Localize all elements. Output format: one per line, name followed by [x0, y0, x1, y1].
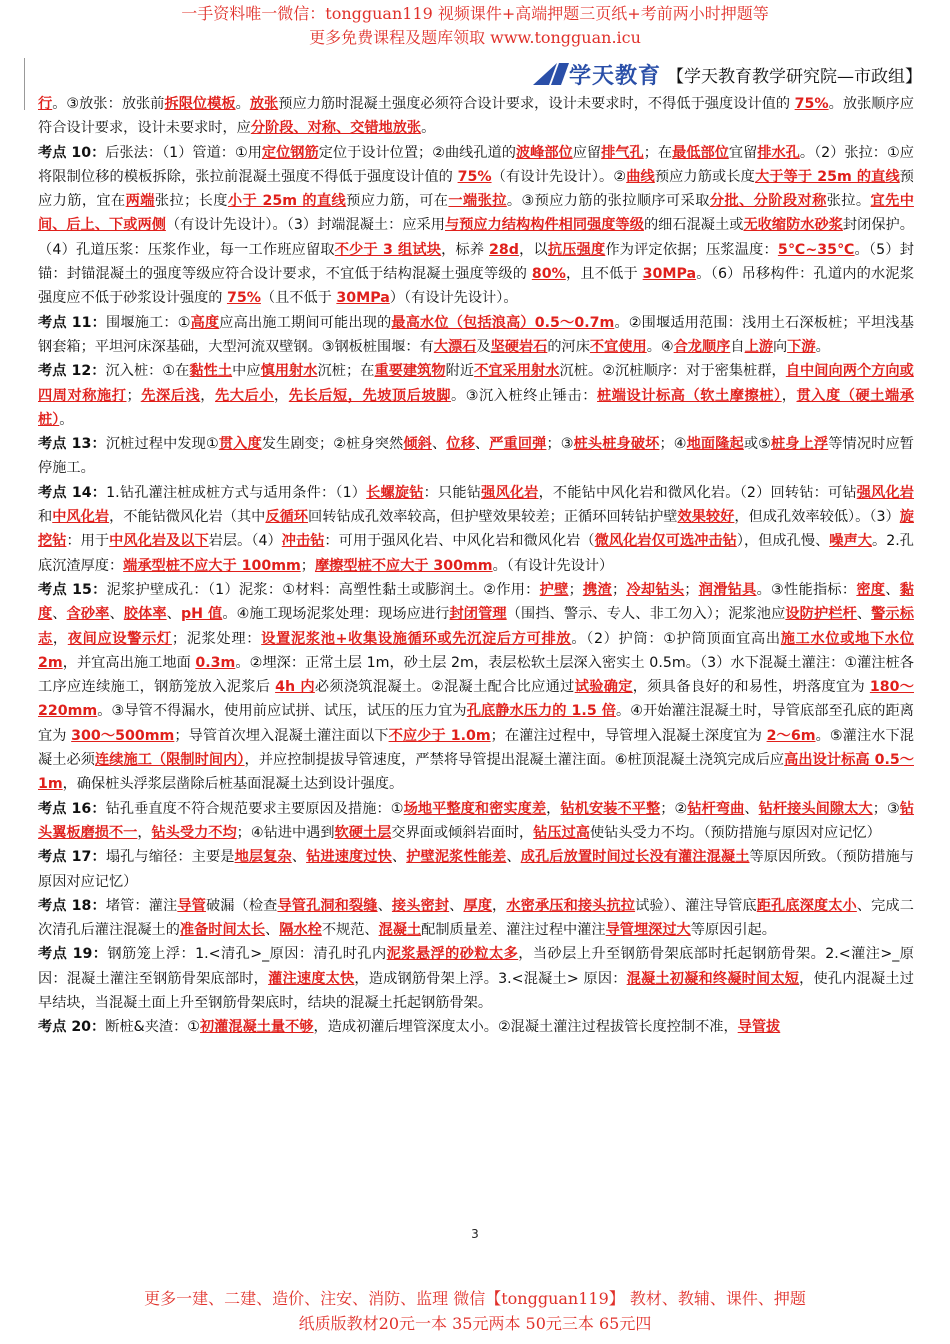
highlight-text: 护壁泥浆性能差 — [406, 849, 507, 866]
highlight-text: 排水孔 — [757, 144, 800, 161]
body-text: 钢筋笼上浮：1.<清孔>_原因：清孔时孔内 — [107, 946, 387, 963]
highlight-text: 曲线 — [626, 168, 655, 185]
body-text: ，造成初灌后埋管深度太小。②混凝土灌注过程拔管长度控制不准， — [313, 1019, 738, 1036]
highlight-text: 与预应力结构构件相同强度等级 — [444, 217, 644, 234]
body-text: 预应力筋时混凝土强度必须符合设计要求，设计未要求时，不得低于强度设计值的 — [278, 96, 795, 112]
body-text: 不规范、 — [321, 922, 379, 939]
topic-label: 考点 14： — [38, 484, 107, 501]
body-text: 张拉；长度 — [154, 193, 228, 210]
highlight-text: 波峰部位 — [515, 144, 573, 161]
body-text: 、 — [291, 849, 307, 866]
topic-label: 考点 20： — [38, 1019, 106, 1036]
highlight-text: 施工水位或地下水位 2m — [38, 630, 914, 671]
highlight-text: 噪声大 — [829, 533, 872, 550]
highlight-text: 警示标志 — [38, 606, 914, 647]
paragraph — [38, 432, 914, 481]
body-text: 围堰施工：① — [106, 314, 191, 331]
highlight-text: 28d — [489, 241, 519, 258]
highlight-text: 护壁 — [539, 581, 569, 598]
highlight-text: 钻头受力不均 — [151, 824, 237, 841]
body-text: 。④开始灌注混凝土时，导管底部至孔底的距离宜为 — [38, 703, 914, 744]
body-text: ：只能钻 — [423, 484, 482, 501]
highlight-text: 75% — [457, 168, 492, 185]
body-text: 。（有设计先设计） — [492, 557, 614, 574]
body-text: 、 — [265, 922, 280, 939]
body-text: ， — [492, 897, 507, 914]
body-text: 的河床 — [547, 338, 590, 355]
body-text: ； — [611, 581, 627, 598]
paragraph — [38, 311, 914, 360]
body-text: ，确保桩头浮浆层凿除后桩基面混凝土达到设计强度。 — [62, 776, 404, 793]
highlight-text: 黏度 — [38, 581, 914, 623]
body-text: 。 — [421, 120, 436, 137]
paragraph — [38, 578, 914, 797]
highlight-text: 下游 — [787, 338, 816, 355]
body-text: 封闭保护。（4）孔道压浆：压浆作业，每一工作班应留取 — [38, 217, 914, 258]
highlight-text: 强风化岩 — [856, 484, 914, 501]
body-text: 必须浇筑混凝土。②混凝土配合比应通过 — [314, 679, 575, 696]
highlight-text: 携渣 — [582, 581, 612, 598]
body-text: ；③ — [546, 436, 574, 453]
body-text: 宜留 — [728, 144, 758, 161]
banner-line-1: 一手资料唯一微信：tongguan119 视频课件+高端押题三页纸+考前两小时押题等 — [181, 4, 769, 23]
highlight-text: 夜间应设警示灯 — [67, 630, 172, 647]
highlight-text: 不宜使用 — [589, 338, 647, 355]
body-text: 回转钻成孔效率较高，但护壁效果较差；正循环回转钻护壁 — [308, 509, 678, 526]
highlight-text: 位移 — [446, 436, 475, 453]
highlight-text: 大于等于 25m 的直线 — [754, 168, 900, 185]
body-text: ； — [300, 557, 315, 574]
highlight-text: 慎用射水 — [260, 363, 318, 380]
highlight-text: 试验确定 — [574, 679, 633, 696]
body-text: 、 — [109, 606, 124, 623]
highlight-text: 无收缩防水砂浆 — [743, 217, 843, 234]
highlight-text: 75% — [226, 290, 261, 307]
highlight-text: 桩端设计标高（软土摩擦桩） — [597, 387, 782, 404]
body-text: 的细石混凝土或 — [643, 217, 744, 234]
body-text: 使钻头受力不均。（预防措施与原因对应记忆） — [589, 824, 881, 841]
body-text: （有设计先设计）。（3）封端混凝土：应采用 — [165, 217, 445, 234]
body-text: ：可用于强风化岩、中风化岩和微风化岩（ — [324, 533, 595, 550]
body-text: ， — [52, 630, 68, 647]
highlight-text: 行 — [38, 96, 53, 112]
paragraph — [38, 797, 914, 846]
highlight-text: 5℃~35℃ — [777, 241, 855, 258]
highlight-text: 地面隆起 — [686, 436, 744, 453]
body-text: ；④钻进中遇到 — [236, 824, 335, 841]
highlight-text: 中风化岩及以下 — [109, 533, 209, 550]
logo-text: 学天教育 — [568, 63, 661, 89]
body-text: 、 — [449, 897, 464, 914]
body-text: 。③沉入桩终止锤击： — [451, 387, 598, 404]
highlight-text: 混凝土初凝和终凝时间太短 — [626, 970, 800, 987]
body-text: ；③ — [872, 800, 900, 817]
body-text: 。③放张：放张前 — [52, 96, 165, 112]
body-text: 。（2）护筒：①护筒顶面宜高出 — [571, 630, 781, 647]
highlight-text: 封闭管理 — [449, 606, 507, 623]
body-text: 。（5）封锚：封锚混凝土的强度等级应符合设计要求，不宜低于结构混凝土强度等级的 — [38, 241, 914, 283]
highlight-text: 黏性土 — [189, 363, 233, 380]
highlight-text: 贯入度 — [218, 436, 262, 453]
body-text: ，不能钻微风化岩（其中 — [109, 509, 266, 526]
body-text: 、 — [377, 897, 392, 914]
body-text: 及 — [476, 338, 491, 355]
body-text: ，并应控制提拔导管速度，严禁将导管提出混凝土灌注面。⑥桩顶混凝土浇筑完成后应 — [244, 752, 785, 769]
body-text: 等原因所致。（预防措施与原因对应记忆） — [38, 849, 914, 890]
body-text: 堵管：灌注 — [105, 897, 178, 914]
highlight-text: 端承型桩不应大于 100mm — [123, 557, 301, 574]
body-text: （有设计先设计）。② — [491, 168, 627, 185]
body-text: 。③性能指标： — [756, 581, 857, 598]
paragraph — [38, 1015, 914, 1039]
highlight-text: 钻杆接头间隙太大 — [758, 800, 873, 817]
body-text: 。 — [59, 411, 74, 428]
highlight-text: 两端 — [125, 193, 155, 210]
paragraph — [38, 481, 914, 578]
highlight-text: 最低部位 — [672, 144, 729, 161]
highlight-text: 胶体率 — [123, 606, 167, 623]
document-header — [537, 58, 922, 90]
body-text: ；② — [660, 800, 688, 817]
body-text: ，且不低于 — [565, 266, 643, 283]
highlight-text: 定位钢筋 — [261, 144, 319, 161]
highlight-text: 大漂石 — [433, 338, 477, 355]
top-banner — [0, 2, 950, 50]
body-text: 交界面或倾斜岩面时， — [391, 824, 534, 841]
body-text: 中应 — [232, 363, 261, 380]
highlight-text: 0.3m — [195, 654, 236, 671]
body-text: ；④ — [659, 436, 687, 453]
body-text: 。 — [235, 96, 250, 112]
highlight-text: 合龙顺序 — [673, 338, 731, 355]
highlight-text: 泥浆悬浮的砂粒太多 — [386, 946, 519, 963]
highlight-text: 先深后浅 — [140, 387, 201, 404]
highlight-text: 30MPa — [336, 290, 390, 307]
banner-line-2: 更多免费课程及题库领取 www.tongguan.icu — [309, 28, 641, 47]
highlight-text: 钻进速度过快 — [306, 849, 392, 866]
highlight-text: 80% — [531, 266, 566, 283]
body-text: ， — [781, 387, 797, 404]
highlight-text: 自中间向两个方向或四周对称施打 — [38, 363, 914, 404]
paragraph — [38, 141, 914, 311]
body-text: ，并宜高出施工地面 — [62, 654, 196, 671]
body-text: 沉入桩：①在 — [105, 363, 190, 380]
body-text: 。③预应力筋的张拉顺序可采取 — [506, 193, 710, 210]
body-text: 发生剧变；②桩身突然 — [261, 436, 404, 453]
highlight-text: 导管孔洞和裂缝 — [277, 897, 378, 914]
highlight-text: 设置泥浆池+收集设施循环或先沉淀后方可排放 — [261, 630, 572, 647]
highlight-text: 含砂率 — [66, 606, 110, 623]
footer-line-1: 更多一建、二建、造价、注安、消防、监理 微信【tongguan119】 教材、教辅、课件、押题 — [144, 1289, 806, 1308]
body-text: ，但成孔效率较低）。（3） — [734, 509, 900, 526]
body-text: 、 — [166, 606, 181, 623]
body-text: 配制质量差、灌注过程中灌注 — [421, 922, 606, 939]
highlight-text: 坚硬岩石 — [490, 338, 548, 355]
highlight-text: 高出设计标高 0.5～1m — [38, 752, 914, 793]
footer-line-2: 纸质版教材20元一本 35元两本 50元三本 65元四 — [298, 1314, 652, 1333]
body-text: 等情况时应暂停施工。 — [38, 436, 914, 477]
highlight-text: 贯入度（硬土端承桩） — [38, 387, 914, 428]
paragraph — [38, 845, 914, 894]
body-text: 应高出施工期间可能出现的 — [219, 314, 392, 331]
highlight-text: 软硬土层 — [334, 824, 392, 841]
body-text: 等原因引起。 — [690, 922, 776, 939]
margin-rule — [24, 58, 25, 110]
body-text: ， — [200, 387, 216, 404]
body-text: 。 — [815, 338, 830, 355]
body-text: ； — [684, 581, 699, 598]
body-text: ， — [137, 824, 152, 841]
body-text: 钻孔垂直度不符合规范要求主要原因及措施：① — [105, 800, 404, 817]
highlight-text: 先长后短，先坡顶后坡脚 — [288, 387, 452, 404]
highlight-text: 桩身上浮 — [771, 436, 829, 453]
body-text: 沉桩过程中发现① — [105, 436, 219, 453]
body-text: ；导管首次埋入混凝土灌注面以下 — [174, 727, 389, 744]
topic-label: 考点 13： — [38, 436, 106, 453]
highlight-text: 2～6m — [766, 727, 816, 744]
topic-label: 考点 12： — [38, 363, 106, 380]
highlight-text: 高度 — [190, 314, 220, 331]
topic-label: 考点 18： — [38, 897, 106, 914]
body-text: 。④ — [646, 338, 674, 355]
body-text: ， — [274, 387, 289, 404]
highlight-text: 强风化岩 — [481, 484, 539, 501]
body-text: 或⑤ — [743, 436, 771, 453]
body-text: ，标养 — [441, 241, 489, 258]
body-text: ，当砂层上升至钢筋骨架底部时托起钢筋骨架。2.<灌注>_原因：混凝土灌注至钢筋骨架底部时， — [38, 946, 914, 987]
body-text: ，以 — [518, 241, 548, 258]
highlight-text: 水密承压和接头抗拉 — [506, 897, 636, 914]
highlight-text: 桩头桩身破坏 — [573, 436, 660, 453]
body-text: 向 — [772, 338, 788, 355]
body-text: 后张法：（1）管道：①用 — [105, 144, 262, 161]
highlight-text: 先大后小 — [215, 387, 275, 404]
body-text: ：用于 — [66, 533, 110, 550]
highlight-text: 小于 25m 的直线 — [227, 193, 347, 210]
body-text: 作为评定依据；压浆温度： — [605, 241, 778, 258]
highlight-text: 一端张拉 — [448, 193, 507, 210]
body-text: 应留 — [572, 144, 602, 161]
highlight-text: 不宜采用射水 — [474, 363, 560, 380]
body-text: 张拉。 — [826, 193, 871, 210]
body-text: ，须具备良好的和易性，坍落度宜为 — [632, 679, 870, 696]
highlight-text: 宜先中间、后上、下或两侧 — [38, 193, 914, 234]
paragraph — [38, 942, 914, 1015]
topic-label: 考点 19： — [38, 946, 108, 963]
topic-label: 考点 10： — [38, 144, 106, 161]
body-text: 预应力筋或长度 — [654, 168, 755, 185]
body-text: 、完成二次清孔后灌注混凝土的 — [38, 897, 914, 939]
highlight-text: 分批、分阶段对称 — [709, 193, 827, 210]
body-text: 。（6）吊移构件：孔道内的水泥浆强度应不低于砂浆设计强度的 — [38, 266, 915, 307]
body-text: ；泥浆处理： — [171, 630, 262, 647]
topic-label: 考点 16： — [38, 800, 106, 817]
body-text: 预应力筋，宜在 — [38, 168, 914, 210]
body-text: ）（有设计先设计）。 — [389, 290, 518, 307]
body-text: ；在 — [643, 144, 673, 161]
highlight-text: 钻头翼板磨损不一 — [38, 800, 914, 841]
brand-logo — [537, 59, 661, 90]
highlight-text: 距孔底深度太小 — [756, 897, 857, 914]
highlight-text: 初灌混凝土量不够 — [199, 1019, 314, 1036]
body-text: 、 — [885, 581, 900, 598]
highlight-text: 钻机安装不平整 — [560, 800, 661, 817]
highlight-text: 拆限位模板 — [164, 96, 236, 112]
document-body — [38, 92, 914, 1040]
highlight-text: 灌注速度太快 — [268, 970, 355, 987]
highlight-text: pH 值 — [180, 606, 223, 623]
highlight-text: 严重回弹 — [489, 436, 547, 453]
body-text: 。②埋深：正常土层 1m，砂土层 2m，表层松软土层深入密实土 0.5m。（3）水下混凝土灌注：①灌注桩各工序应连续施工，钢筋笼放入泥浆后 — [38, 654, 914, 696]
body-text: 附近 — [445, 363, 475, 380]
topic-label: 考点 15： — [38, 581, 107, 598]
highlight-text: 中风化岩 — [52, 509, 110, 526]
body-text: 。④施工现场泥浆处理：现场应进行 — [222, 606, 450, 623]
highlight-text: 混凝土 — [378, 922, 422, 939]
body-text: 泥浆护壁成孔：（1）泥浆：①材料：高塑性黏土或膨润土。②作用： — [106, 581, 540, 598]
body-text: 、 — [52, 606, 67, 623]
highlight-text: 成孔后放置时间过长没有灌注混凝土 — [520, 849, 750, 866]
body-text: ），但成孔慢、 — [736, 533, 830, 550]
highlight-text: 倾斜 — [403, 436, 432, 453]
body-text: 。2.孔底沉渣厚度： — [38, 533, 914, 574]
highlight-text: 润滑钻具 — [698, 581, 757, 598]
body-text: 岩层。（4） — [208, 533, 282, 550]
highlight-text: 4h 内 — [275, 679, 315, 696]
body-text: （围挡、警示、专人、非工勿入）；泥浆池应 — [506, 606, 786, 623]
body-text: 、 — [431, 436, 447, 453]
body-text: 。②围堰适用范围：浅用土石深板桩；平坦浅基钢套箱；平坦河床深基础，大型河流双壁钢。③钢板桩围堰：有 — [38, 314, 914, 355]
body-text: ，使孔内混凝土过早结块，当混凝土面上升至钢筋骨架底时，结块的混凝土托起钢筋骨架。 — [38, 970, 914, 1011]
body-text: 塌孔与缩径：主要是 — [105, 849, 235, 866]
highlight-text: 排气孔 — [601, 144, 644, 161]
body-text: 定位于设计位置；②曲线孔道的 — [318, 144, 516, 161]
body-text: ， — [546, 800, 561, 817]
highlight-text: 微风化岩仅可选冲击钻 — [594, 533, 737, 550]
highlight-text: 导管埋深过大 — [605, 922, 691, 939]
highlight-text: 导管 — [177, 897, 206, 914]
paragraph — [38, 894, 914, 943]
highlight-text: 300～500mm — [71, 727, 175, 744]
body-text: 、 — [474, 436, 490, 453]
body-text: 、 — [391, 849, 407, 866]
body-text: 、 — [856, 606, 872, 623]
highlight-text: 钻杆弯曲 — [687, 800, 745, 817]
page-number: 3 — [471, 1227, 479, 1241]
highlight-text: 厚度 — [463, 897, 493, 914]
body-text: 沉桩；在 — [317, 363, 375, 380]
highlight-text: 180～220mm — [38, 679, 914, 720]
highlight-text: 接头密封 — [391, 897, 450, 914]
body-text: 和 — [38, 509, 53, 526]
body-text: ，不能钻中风化岩和微风化岩。（2）回转钻：可钻 — [538, 484, 857, 501]
body-text: 1.钻孔灌注桩成桩方式与适用条件：（1） — [106, 484, 367, 501]
body-text: ； — [126, 387, 141, 404]
highlight-text: 最高水位（包括浪高）0.5～0.7m — [391, 314, 615, 331]
body-text: 断桩&夹渣：① — [105, 1019, 200, 1036]
highlight-text: 设防护栏杆 — [785, 606, 857, 623]
highlight-text: 分阶段、对称、交错地放张 — [250, 120, 422, 137]
body-text: 破漏（检查 — [205, 897, 278, 914]
body-text: 。⑤灌注水下混凝土必须 — [38, 727, 914, 769]
highlight-text: 冲击钻 — [281, 533, 325, 550]
body-text: 沉桩。②沉桩顺序：对于密集桩群， — [559, 363, 786, 380]
highlight-text: 旋挖钻 — [38, 509, 914, 550]
body-text: 试验）、灌注导管底 — [635, 897, 757, 914]
highlight-text: 不少于 3 组试块 — [334, 241, 442, 258]
highlight-text: 孔底静水压力的 1.5 倍 — [466, 703, 616, 720]
highlight-text: 地层复杂 — [234, 849, 292, 866]
org-label: 【学天教育教学研究院—市政组】 — [667, 66, 922, 87]
highlight-text: 30MPa — [642, 266, 697, 283]
body-text: ； — [568, 581, 583, 598]
body-text: 预应力筋，可在 — [346, 193, 449, 210]
highlight-text: 放张 — [249, 96, 279, 112]
footer-banner — [0, 1286, 950, 1336]
highlight-text: 密度 — [856, 581, 886, 598]
body-text: ，造成钢筋骨架上浮。3.<混凝土> 原因： — [354, 970, 627, 987]
body-text: 。（2）张拉：①应将限制位移的模板拆除，张拉前混凝土强度不得低于强度设计值的 — [38, 144, 914, 185]
highlight-text: 75% — [794, 96, 829, 112]
body-text: ；在灌注过程中，导管埋入混凝土深度宜为 — [490, 727, 767, 744]
body-text: （且不低于 — [260, 290, 337, 307]
topic-label: 考点 17： — [38, 849, 106, 866]
highlight-text: 场地平整度和密实度差 — [403, 800, 547, 817]
topic-label: 考点 11： — [38, 314, 107, 331]
paragraph — [38, 92, 914, 141]
highlight-text: 冷却钻头 — [626, 581, 685, 598]
highlight-text: 摩擦型桩不应大于 300mm — [314, 557, 493, 574]
highlight-text: 准备时间太长 — [179, 922, 266, 939]
body-text: 自 — [730, 338, 745, 355]
body-text: 、 — [744, 800, 759, 817]
highlight-text: 隔水栓 — [279, 922, 322, 939]
highlight-text: 上游 — [744, 338, 773, 355]
body-text: 。③导管不得漏水，使用前应试拼、试压，试压的压力宜为 — [97, 703, 467, 720]
highlight-text: 不应少于 1.0m — [388, 727, 491, 744]
paragraph — [38, 359, 914, 432]
highlight-text: 长螺旋钻 — [366, 484, 424, 501]
body-text: 、 — [506, 849, 521, 866]
highlight-text: 反循环 — [265, 509, 309, 526]
highlight-text: 抗压强度 — [547, 241, 606, 258]
highlight-text: 重要建筑物 — [374, 363, 446, 380]
highlight-text: 导管拔 — [737, 1019, 781, 1036]
highlight-text: 连续施工（限制时间内） — [94, 752, 245, 769]
highlight-text: 钻压过高 — [533, 824, 590, 841]
highlight-text: 效果较好 — [677, 509, 735, 526]
body-text: 。放张顺序应符合设计要求，设计未要求时，应 — [38, 96, 914, 137]
